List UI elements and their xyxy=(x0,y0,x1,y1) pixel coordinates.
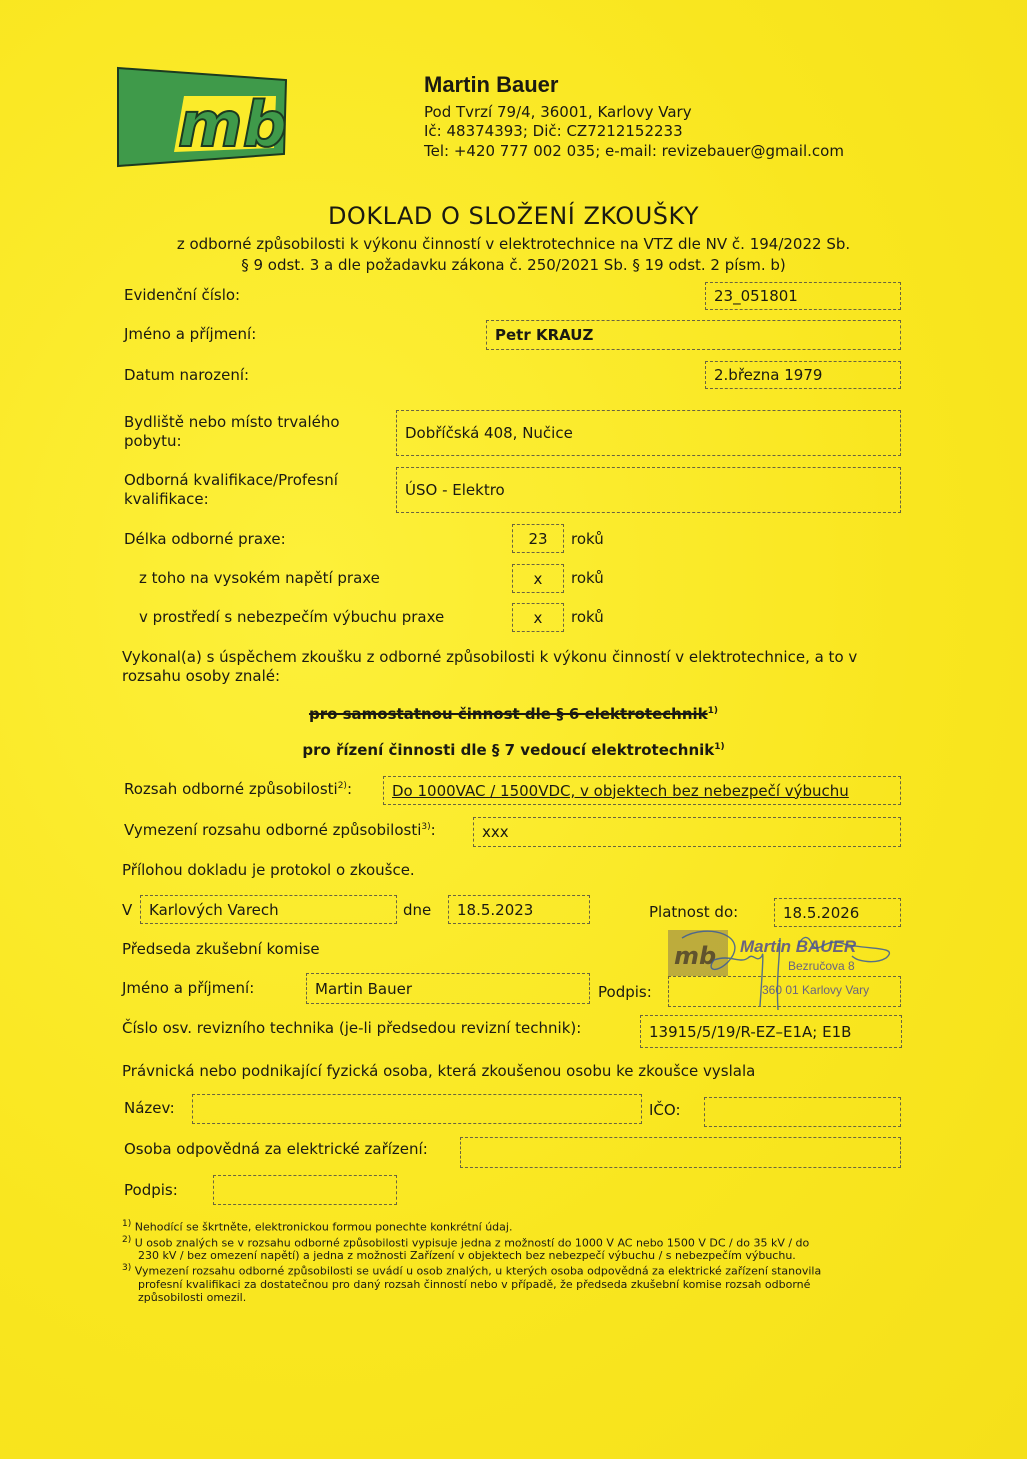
nazev-label: Název: xyxy=(124,1099,175,1117)
vysoke-napeti-field[interactable]: x xyxy=(512,564,564,593)
footnote-3-mark: 3) xyxy=(122,1263,132,1274)
revizni-cislo-label: Číslo osv. revizního technika (je-li předsedou revizní technik): xyxy=(122,1019,582,1037)
jmeno-label: Jméno a příjmení: xyxy=(124,325,257,343)
company-name: Martin Bauer xyxy=(424,72,559,97)
logo-text: mb xyxy=(178,88,287,161)
kvalifikace-field[interactable]: ÚSO - Elektro xyxy=(396,467,901,513)
nebezpeci-vybuchu-field[interactable]: x xyxy=(512,603,564,632)
document-subtitle-line2: § 9 odst. 3 a dle požadavku zákona č. 250/2021 Sb. § 19 odst. 2 písm. b) xyxy=(241,256,786,274)
rozsah-field[interactable]: Do 1000VAC / 1500VDC, v objektech bez nebezpečí výbuchu xyxy=(383,776,901,805)
vysoke-napeti-label: z toho na vysokém napětí praxe xyxy=(139,569,380,587)
vyslala-podpis-field[interactable] xyxy=(213,1175,397,1205)
nebezpeci-vybuchu-label: v prostředí s nebezpečím výbuchu praxe xyxy=(139,608,445,626)
option-samostatna-footnote-mark: 1) xyxy=(707,706,719,716)
footnote-2-text: U osob znalých se v rozsahu odborné způsobilosti vypisuje jedna z možností do 1000 V AC nebo 1500 V DC / do 35 kV / do xyxy=(134,1236,810,1250)
footnote-3-continuation-2: způsobilosti omezil. xyxy=(138,1290,247,1304)
bydliste-field[interactable]: Dobříčská 408, Nučice xyxy=(396,410,901,456)
option-samostatna-text: pro samostatnou činnost dle § 6 elektrotechnik xyxy=(308,705,708,723)
rozsah-label xyxy=(124,780,352,798)
footnote-2 xyxy=(122,1234,902,1250)
priloha-note: Přílohou dokladu je protokol o zkoušce. xyxy=(122,861,415,879)
option-vedouci-text: pro řízení činnosti dle § 7 vedoucí elektrotechnik xyxy=(302,741,715,759)
date-dne-label: dne xyxy=(403,901,432,919)
jmeno-field[interactable]: Petr KRAUZ xyxy=(486,320,901,350)
nebezpeci-vybuchu-unit: roků xyxy=(571,608,604,626)
revizni-cislo-field[interactable]: 13915/5/19/R-EZ–E1A; E1B xyxy=(640,1015,902,1048)
vymezeni-field[interactable]: xxx xyxy=(473,817,901,847)
rozsah-colon: : xyxy=(346,780,352,798)
stamp-street: Bezručova 8 xyxy=(788,959,855,973)
vysoke-napeti-unit: roků xyxy=(571,569,604,587)
osoba-odpovedna-label: Osoba odpovědná za elektrické zařízení: xyxy=(124,1140,428,1158)
bydliste-label-line2: pobytu: xyxy=(124,432,182,450)
document-title: DOKLAD O SLOŽENÍ ZKOUŠKY xyxy=(327,202,700,230)
footnote-2-continuation: 230 kV / bez omezení napětí) a jedna z možnosti Zařízení v objektech bez nebezpečí výbuchu / s nebezpečím výbuchu. xyxy=(138,1249,796,1263)
option-vedouci-selected xyxy=(0,741,1027,759)
vymezeni-label xyxy=(124,821,436,839)
rozsah-footnote-mark: 2) xyxy=(337,781,347,791)
stamp-city: 360 01 Karlovy Vary xyxy=(762,983,870,997)
evidencni-cislo-field[interactable]: 23_051801 xyxy=(705,282,901,310)
platnost-label: Platnost do: xyxy=(649,903,739,921)
vymezeni-footnote-mark: 3) xyxy=(421,822,431,832)
komise-jmeno-field[interactable]: Martin Bauer xyxy=(306,973,590,1004)
statement-line2: rozsahu osoby znalé: xyxy=(122,667,281,685)
stamp-logo-text: mb xyxy=(674,942,717,970)
ico-field[interactable] xyxy=(704,1097,901,1127)
nazev-field[interactable] xyxy=(192,1094,642,1124)
vyslala-heading: Právnická nebo podnikající fyzická osoba, která zkoušenou osobu ke zkoušce vyslala xyxy=(122,1062,756,1080)
delka-praxe-label: Délka odborné praxe: xyxy=(124,530,286,548)
footnote-1-mark: 1) xyxy=(122,1219,132,1229)
statement-line1: Vykonal(a) s úspěchem zkoušku z odborné způsobilosti k výkonu činností v elektrotechnice, a to v xyxy=(122,648,858,666)
bydliste-label-line1: Bydliště nebo místo trvalého xyxy=(124,413,340,431)
footnote-1 xyxy=(122,1218,902,1234)
option-samostatna-struck xyxy=(0,705,1027,723)
rozsah-label-text: Rozsah odborné způsobilosti xyxy=(124,780,338,798)
komise-jmeno-label: Jméno a příjmení: xyxy=(122,979,255,997)
footnotes xyxy=(122,1218,902,1304)
datum-narozeni-label: Datum narození: xyxy=(124,366,250,384)
footnote-3 xyxy=(122,1262,902,1278)
stamp-name: Martin BAUER xyxy=(740,937,857,956)
kvalifikace-label-line1: Odborná kvalifikace/Profesní xyxy=(124,471,338,489)
place-v-label: V xyxy=(122,901,133,919)
footnote-1-text: Nehodící se škrtněte, elektronickou formou ponechte konkrétní údaj. xyxy=(134,1220,513,1234)
komise-heading: Předseda zkušební komise xyxy=(122,940,320,958)
company-address: Pod Tvrzí 79/4, 36001, Karlovy Vary xyxy=(424,103,692,121)
vyslala-podpis-label: Podpis: xyxy=(124,1181,178,1199)
company-logo xyxy=(116,66,288,168)
date-field[interactable]: 18.5.2023 xyxy=(448,895,590,924)
vymezeni-colon: : xyxy=(430,821,436,839)
ico-label: IČO: xyxy=(649,1101,681,1119)
datum-narozeni-field[interactable]: 2.března 1979 xyxy=(705,361,901,389)
official-stamp xyxy=(668,926,908,1012)
company-contact: Tel: +420 777 002 035; e-mail: revizebauer@gmail.com xyxy=(424,142,844,160)
delka-praxe-field[interactable]: 23 xyxy=(512,524,564,553)
platnost-field[interactable]: 18.5.2026 xyxy=(774,898,901,927)
company-ids: Ič: 48374393; Dič: CZ7212152233 xyxy=(424,122,683,140)
footnote-3-text: Vymezení rozsahu odborné způsobilosti se uvádí u osob znalých, u kterých osoba odpovědná za elektrické zařízení stanovila xyxy=(134,1264,822,1278)
place-field[interactable]: Karlových Varech xyxy=(140,895,397,924)
vymezeni-label-text: Vymezení rozsahu odborné způsobilosti xyxy=(124,821,422,839)
option-vedouci-footnote-mark: 1) xyxy=(714,742,725,752)
footnote-3-continuation: profesní kvalifikaci za dostatečnou pro daný rozsah činností nebo v případě, že předseda zkušební komise rozsah odborné xyxy=(138,1277,811,1291)
kvalifikace-label-line2: kvalifikace: xyxy=(124,490,209,508)
document-subtitle-line1: z odborné způsobilosti k výkonu činností v elektrotechnice na VTZ dle NV č. 194/2022 Sb. xyxy=(176,235,851,253)
komise-podpis-label: Podpis: xyxy=(598,983,652,1001)
osoba-odpovedna-field[interactable] xyxy=(460,1137,901,1168)
evidencni-cislo-label: Evidenční číslo: xyxy=(124,286,241,304)
delka-praxe-unit: roků xyxy=(571,530,604,548)
footnote-2-mark: 2) xyxy=(122,1234,132,1245)
